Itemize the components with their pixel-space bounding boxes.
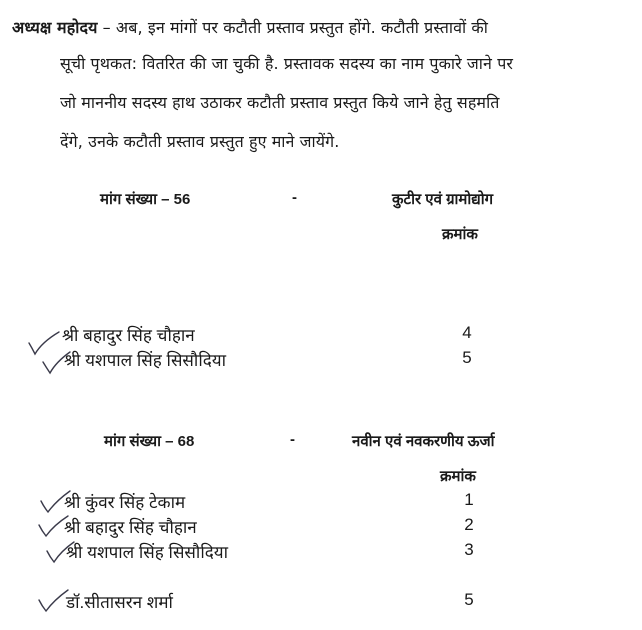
serial-header: क्रमांक: [440, 468, 476, 485]
paragraph-line-2: सूची पृथकत: वितरित की जा चुकी है. प्रस्तावक सदस्य का नाम पुकारे जाने पर: [60, 54, 514, 73]
member-serial: 1: [464, 490, 474, 509]
member-serial: 4: [462, 323, 472, 342]
paragraph-line-4: देंगे, उनके कटौती प्रस्ताव प्रस्तुत हुए माने जायेंगे.: [60, 132, 340, 151]
speaker-name: अध्यक्ष महोदय: [12, 18, 98, 37]
member-name: श्री कुंवर सिंह टेकाम: [64, 493, 186, 512]
demand-title: कुटीर एवं ग्रामोद्योग: [392, 191, 494, 208]
member-serial: 5: [462, 348, 472, 367]
demand-title: नवीन एवं नवकरणीय ऊर्जा: [352, 433, 495, 450]
demand-dash: -: [290, 431, 295, 448]
member-name: डॉ.सीतासरन शर्मा: [66, 593, 173, 612]
demand-dash: -: [292, 189, 297, 206]
member-name: श्री बहादुर सिंह चौहान: [64, 518, 197, 537]
member-serial: 5: [464, 590, 474, 609]
serial-header: क्रमांक: [442, 226, 478, 243]
demand-label: मांग संख्या – 68: [104, 433, 195, 450]
paragraph-line-3: जो माननीय सदस्य हाथ उठाकर कटौती प्रस्ताव प्रस्तुत किये जाने हेतु सहमति: [60, 93, 500, 112]
member-name: श्री यशपाल सिंह सिसौदिया: [64, 351, 227, 370]
member-serial: 3: [464, 540, 474, 559]
check-mark-icon: [36, 588, 70, 614]
member-serial: 2: [464, 515, 474, 534]
paragraph-line-1-text: – अब, इन मांगों पर कटौती प्रस्ताव प्रस्तुत होंगे. कटौती प्रस्तावों की: [97, 18, 488, 37]
demand-label: मांग संख्या – 56: [100, 191, 191, 208]
member-name: श्री यशपाल सिंह सिसौदिया: [66, 543, 229, 562]
member-name: श्री बहादुर सिंह चौहान: [62, 326, 195, 345]
paragraph-line-1: [12, 16, 488, 38]
